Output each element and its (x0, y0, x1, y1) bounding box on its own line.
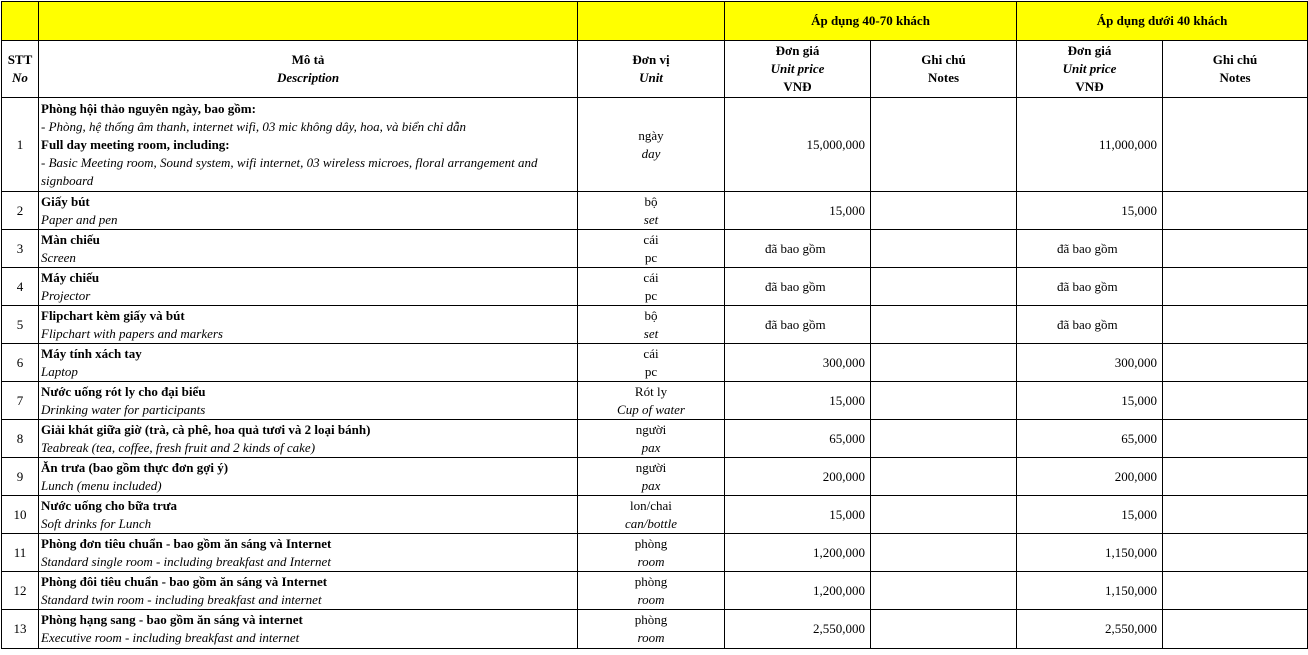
row-unit-vi: cái (643, 269, 659, 285)
band-under-40-guests: Áp dụng dưới 40 khách (1017, 2, 1308, 41)
row-unit-vi: bộ (644, 193, 658, 209)
row-notes-under-40 (1163, 572, 1308, 610)
row-unit (578, 534, 725, 572)
header-band-blank (2, 2, 39, 41)
header-price-currency: VNĐ (783, 79, 812, 94)
row-unit (578, 230, 725, 268)
row-price-under-40: 15,000 (1017, 192, 1163, 230)
row-price-under-40: 2,550,000 (1017, 610, 1163, 649)
table-row (2, 496, 1308, 534)
header-unit-price-b (1017, 41, 1163, 98)
row-detail-vi: - Phòng, hệ thống âm thanh, internet wifi, 03 mic không dây, hoa, và biển chỉ dẫn (41, 118, 466, 134)
row-number: 1 (2, 98, 39, 192)
row-number: 10 (2, 496, 39, 534)
price-table (1, 1, 1308, 649)
row-notes-40-70 (871, 572, 1017, 610)
row-notes-under-40 (1163, 98, 1308, 192)
table-row (2, 344, 1308, 382)
row-unit-en: set (643, 325, 659, 341)
row-description (39, 98, 578, 192)
row-unit-en: pc (644, 287, 658, 303)
row-description (39, 458, 578, 496)
row-price-40-70: 15,000 (725, 192, 871, 230)
header-price-vi: Đơn giá (775, 43, 820, 58)
row-description (39, 572, 578, 610)
row-unit (578, 344, 725, 382)
row-notes-40-70 (871, 268, 1017, 306)
header-band-blank (39, 2, 578, 41)
row-unit (578, 382, 725, 420)
header-description-vi: Mô tả (291, 52, 325, 67)
header-notes-vi: Ghi chú (921, 52, 966, 67)
row-title-vi: Flipchart kèm giấy và bút (41, 307, 185, 323)
header-notes-a (871, 41, 1017, 98)
row-description (39, 268, 578, 306)
header-price-vi: Đơn giá (1067, 43, 1112, 58)
row-notes-40-70 (871, 98, 1017, 192)
row-price-under-40: đã bao gồm (1017, 230, 1163, 268)
table-row (2, 382, 1308, 420)
row-price-under-40: 11,000,000 (1017, 98, 1163, 192)
row-title-en: Teabreak (tea, coffee, fresh fruit and 2 kinds of cake) (41, 439, 316, 455)
header-notes-vi: Ghi chú (1212, 52, 1258, 67)
row-unit (578, 98, 725, 192)
row-title-vi: Giấy bút (41, 193, 90, 209)
row-description (39, 420, 578, 458)
row-unit-en: set (643, 211, 659, 227)
row-notes-under-40 (1163, 496, 1308, 534)
row-description (39, 382, 578, 420)
header-stt (2, 41, 39, 98)
row-unit-vi: phòng (634, 612, 668, 627)
header-description (39, 41, 578, 98)
row-title-vi: Màn chiếu (41, 231, 100, 247)
table-row (2, 458, 1308, 496)
row-price-40-70: 15,000 (725, 496, 871, 534)
row-description (39, 534, 578, 572)
header-unit-en: Unit (639, 70, 663, 85)
row-unit-vi: phòng (634, 535, 668, 551)
row-unit (578, 268, 725, 306)
row-notes-under-40 (1163, 610, 1308, 649)
header-band-blank (578, 2, 725, 41)
header-unit (578, 41, 725, 98)
row-title-vi: Phòng hạng sang - bao gồm ăn sáng và internet (41, 612, 303, 627)
row-title-en: Lunch (menu included) (41, 477, 162, 493)
row-unit-en: Cup of water (617, 401, 685, 417)
row-notes-40-70 (871, 496, 1017, 534)
row-unit (578, 420, 725, 458)
row-price-40-70: 300,000 (725, 344, 871, 382)
header-notes-b (1163, 41, 1308, 98)
row-unit-en: pc (644, 249, 658, 265)
row-price-40-70: đã bao gồm (725, 230, 871, 268)
row-description (39, 610, 578, 649)
row-notes-under-40 (1163, 192, 1308, 230)
row-title-vi: Phòng đơn tiêu chuẩn - bao gồm ăn sáng và Internet (41, 535, 332, 551)
row-price-under-40: 15,000 (1017, 496, 1163, 534)
row-description (39, 192, 578, 230)
row-unit-en: pc (644, 363, 658, 379)
row-unit-en: pax (641, 477, 661, 493)
row-notes-40-70 (871, 306, 1017, 344)
table-row (2, 230, 1308, 268)
row-price-40-70: đã bao gồm (725, 306, 871, 344)
row-title-vi: Máy chiếu (41, 269, 100, 285)
header-price-en: Unit price (770, 61, 825, 76)
header-description-en: Description (276, 70, 340, 85)
row-notes-40-70 (871, 230, 1017, 268)
table-row (2, 192, 1308, 230)
header-unit-price-a (725, 41, 871, 98)
row-notes-under-40 (1163, 268, 1308, 306)
row-number: 2 (2, 192, 39, 230)
row-title-en: Screen (41, 249, 76, 265)
row-title-en: Flipchart with papers and markers (41, 325, 223, 341)
row-price-40-70: 2,550,000 (725, 610, 871, 649)
table-row (2, 420, 1308, 458)
row-unit (578, 458, 725, 496)
row-price-under-40: 300,000 (1017, 344, 1163, 382)
row-number: 7 (2, 382, 39, 420)
row-notes-40-70 (871, 458, 1017, 496)
row-unit-en: pax (641, 439, 661, 455)
row-title-en: Drinking water for participants (41, 401, 206, 417)
column-header-row (2, 41, 1308, 98)
row-unit (578, 192, 725, 230)
row-price-40-70: 15,000,000 (725, 98, 871, 192)
row-number: 5 (2, 306, 39, 344)
row-price-under-40: đã bao gồm (1017, 306, 1163, 344)
row-price-under-40: 1,150,000 (1017, 534, 1163, 572)
row-title-vi: Phòng hội thảo nguyên ngày, bao gồm: (41, 100, 256, 116)
table-row (2, 98, 1308, 192)
row-notes-40-70 (871, 192, 1017, 230)
row-unit-vi: ngày (638, 127, 664, 143)
row-unit-vi: cái (643, 231, 659, 247)
row-unit (578, 496, 725, 534)
row-description (39, 306, 578, 344)
row-unit-en: room (637, 630, 665, 645)
row-price-40-70: 15,000 (725, 382, 871, 420)
row-number: 6 (2, 344, 39, 382)
table-row (2, 572, 1308, 610)
table-row (2, 534, 1308, 572)
row-unit-en: room (637, 591, 665, 607)
row-number: 13 (2, 610, 39, 649)
table-row (2, 268, 1308, 306)
row-notes-under-40 (1163, 420, 1308, 458)
row-number: 3 (2, 230, 39, 268)
row-notes-40-70 (871, 382, 1017, 420)
row-unit (578, 572, 725, 610)
row-unit-vi: người (635, 421, 667, 437)
row-description (39, 344, 578, 382)
row-title-en: Projector (41, 287, 91, 303)
row-unit-en: day (641, 145, 661, 161)
row-title-en: Executive room - including breakfast and internet (41, 630, 300, 645)
row-price-under-40: 200,000 (1017, 458, 1163, 496)
row-price-under-40: 1,150,000 (1017, 572, 1163, 610)
row-number: 12 (2, 572, 39, 610)
row-price-under-40: đã bao gồm (1017, 268, 1163, 306)
row-unit-en: room (637, 553, 665, 569)
row-title-en: Full day meeting room, including: (41, 136, 230, 152)
header-price-en: Unit price (1062, 61, 1117, 76)
row-title-en: Paper and pen (41, 211, 118, 227)
header-price-currency: VNĐ (1075, 79, 1104, 94)
row-title-vi: Giải khát giữa giờ (trà, cà phê, hoa quả tươi và 2 loại bánh) (41, 421, 371, 437)
row-notes-under-40 (1163, 534, 1308, 572)
row-title-vi: Phòng đôi tiêu chuẩn - bao gồm ăn sáng và Internet (41, 573, 328, 589)
row-title-vi: Nước uống rót ly cho đại biểu (41, 383, 206, 399)
row-title-en: Standard twin room - including breakfast and internet (41, 591, 322, 607)
row-unit-vi: bộ (644, 307, 658, 323)
row-notes-under-40 (1163, 230, 1308, 268)
row-notes-40-70 (871, 534, 1017, 572)
row-notes-under-40 (1163, 458, 1308, 496)
row-title-vi: Ăn trưa (bao gồm thực đơn gợi ý) (41, 459, 229, 475)
row-notes-under-40 (1163, 344, 1308, 382)
row-unit (578, 306, 725, 344)
row-price-under-40: 15,000 (1017, 382, 1163, 420)
row-notes-40-70 (871, 610, 1017, 649)
header-stt-vi: STT (7, 52, 33, 67)
row-unit (578, 610, 725, 649)
row-title-en: Soft drinks for Lunch (41, 515, 152, 531)
row-price-40-70: đã bao gồm (725, 268, 871, 306)
row-number: 9 (2, 458, 39, 496)
row-price-40-70: 1,200,000 (725, 572, 871, 610)
row-notes-under-40 (1163, 382, 1308, 420)
row-notes-40-70 (871, 344, 1017, 382)
header-notes-en: Notes (1219, 70, 1251, 85)
row-description (39, 496, 578, 534)
row-unit-en: can/bottle (625, 515, 677, 531)
row-price-40-70: 200,000 (725, 458, 871, 496)
row-unit-vi: cái (643, 345, 659, 361)
row-title-en: Laptop (41, 363, 78, 379)
header-unit-vi: Đơn vị (632, 52, 670, 67)
row-price-40-70: 1,200,000 (725, 534, 871, 572)
row-title-en: Standard single room - including breakfast and Internet (41, 553, 331, 569)
header-notes-en: Notes (927, 70, 960, 85)
row-number: 11 (2, 534, 39, 572)
band-40-70-guests: Áp dụng 40-70 khách (725, 2, 1017, 41)
header-stt-en: No (12, 70, 28, 85)
header-band-row (2, 2, 1308, 41)
row-price-under-40: 65,000 (1017, 420, 1163, 458)
row-title-vi: Máy tính xách tay (41, 345, 142, 361)
row-unit-vi: lon/chai (630, 497, 672, 513)
row-title-vi: Nước uống cho bữa trưa (41, 497, 178, 513)
row-number: 4 (2, 268, 39, 306)
row-notes-under-40 (1163, 306, 1308, 344)
row-unit-vi: Rót ly (634, 383, 668, 399)
row-unit-vi: phòng (634, 573, 668, 589)
row-price-40-70: 65,000 (725, 420, 871, 458)
row-number: 8 (2, 420, 39, 458)
row-notes-40-70 (871, 420, 1017, 458)
row-detail-en: - Basic Meeting room, Sound system, wifi internet, 03 wireless microes, floral arrangement and signboard (41, 154, 538, 188)
row-unit-vi: người (635, 459, 667, 475)
table-row (2, 610, 1308, 649)
row-description (39, 230, 578, 268)
table-row (2, 306, 1308, 344)
